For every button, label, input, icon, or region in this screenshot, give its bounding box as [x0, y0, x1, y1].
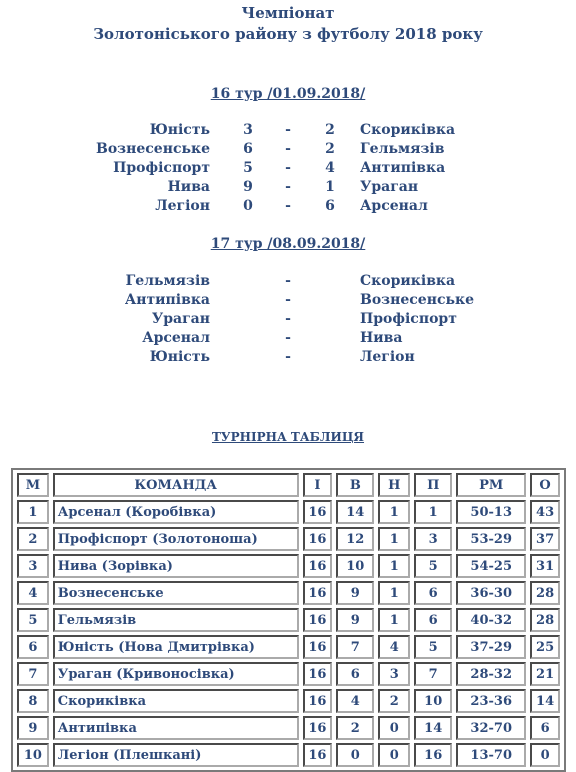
stat-cell: 16	[303, 554, 333, 578]
table-row	[17, 581, 560, 605]
stat-cell: 14	[336, 500, 374, 524]
score-separator: -	[285, 160, 291, 176]
match-row	[0, 198, 576, 217]
stat-cell: 25	[530, 635, 560, 659]
stat-cell: 28	[530, 581, 560, 605]
match-row	[0, 179, 576, 198]
score-separator: -	[285, 311, 291, 327]
score-separator: -	[285, 292, 291, 308]
round-17-heading: 17 тур /08.09.2018/	[210, 236, 366, 252]
stat-cell: 7	[17, 662, 49, 686]
away-team: Арсенал	[360, 198, 428, 214]
home-team: Нива	[167, 179, 210, 195]
match-row	[0, 292, 576, 311]
stat-cell: 7	[414, 662, 452, 686]
column-header: В	[336, 473, 374, 497]
stat-cell: 9	[336, 608, 374, 632]
stat-cell: 1	[414, 500, 452, 524]
match-row	[0, 141, 576, 160]
round-16-heading: 16 тур /01.09.2018/	[210, 86, 366, 102]
column-header: М	[17, 473, 49, 497]
stat-cell: 6	[530, 716, 560, 740]
stat-cell: 1	[378, 500, 410, 524]
match-row	[0, 311, 576, 330]
stat-cell: 53-29	[456, 527, 526, 551]
team-name-cell: Арсенал (Коробівка)	[53, 500, 299, 524]
away-team: Гельмязів	[360, 141, 445, 157]
home-score: 0	[243, 198, 253, 214]
stat-cell: 4	[336, 689, 374, 713]
table-row	[17, 662, 560, 686]
column-header: РМ	[456, 473, 526, 497]
away-team: Скориківка	[360, 122, 456, 138]
stat-cell: 21	[530, 662, 560, 686]
stat-cell: 16	[303, 689, 333, 713]
stat-cell: 43	[530, 500, 560, 524]
stat-cell: 16	[303, 743, 333, 767]
home-team: Вознесенське	[96, 141, 210, 157]
table-row	[17, 554, 560, 578]
table-row	[17, 743, 560, 767]
stat-cell: 2	[378, 689, 410, 713]
stat-cell: 14	[530, 689, 560, 713]
stat-cell: 37-29	[456, 635, 526, 659]
match-row	[0, 349, 576, 368]
home-team: Гельмязів	[125, 273, 210, 289]
stat-cell: 36-30	[456, 581, 526, 605]
match-row	[0, 122, 576, 141]
stat-cell: 40-32	[456, 608, 526, 632]
column-header: Н	[378, 473, 410, 497]
stat-cell: 3	[414, 527, 452, 551]
table-row	[17, 527, 560, 551]
score-separator: -	[285, 330, 291, 346]
stat-cell: 23-36	[456, 689, 526, 713]
stat-cell: 1	[378, 581, 410, 605]
stat-cell: 5	[414, 554, 452, 578]
stat-cell: 0	[378, 743, 410, 767]
stat-cell: 16	[303, 500, 333, 524]
stat-cell: 2	[336, 716, 374, 740]
stat-cell: 5	[17, 608, 49, 632]
home-team: Легіон	[155, 198, 210, 214]
home-score: 5	[243, 160, 253, 176]
away-team: Профіспорт	[360, 311, 457, 327]
stat-cell: 16	[303, 662, 333, 686]
stat-cell: 1	[378, 608, 410, 632]
stat-cell: 3	[378, 662, 410, 686]
stat-cell: 3	[17, 554, 49, 578]
table-row	[17, 635, 560, 659]
team-name-cell: Легіон (Плешкані)	[53, 743, 299, 767]
stat-cell: 8	[17, 689, 49, 713]
team-name-cell: Гельмязів	[53, 608, 299, 632]
table-row	[17, 689, 560, 713]
stat-cell: 9	[17, 716, 49, 740]
stat-cell: 31	[530, 554, 560, 578]
away-score: 6	[325, 198, 335, 214]
stat-cell: 14	[414, 716, 452, 740]
stat-cell: 4	[17, 581, 49, 605]
stat-cell: 7	[336, 635, 374, 659]
stat-cell: 50-13	[456, 500, 526, 524]
stat-cell: 32-70	[456, 716, 526, 740]
match-row	[0, 330, 576, 349]
team-name-cell: Вознесенське	[53, 581, 299, 605]
stat-cell: 0	[336, 743, 374, 767]
away-team: Вознесенське	[360, 292, 474, 308]
standings-body	[17, 500, 560, 767]
stat-cell: 16	[303, 716, 333, 740]
team-name-cell: Юність (Нова Дмитрівка)	[53, 635, 299, 659]
stat-cell: 16	[303, 608, 333, 632]
home-score: 6	[243, 141, 253, 157]
match-row	[0, 160, 576, 179]
away-team: Антипівка	[360, 160, 446, 176]
stat-cell: 9	[336, 581, 374, 605]
score-separator: -	[285, 141, 291, 157]
home-score: 3	[243, 122, 253, 138]
column-header: О	[530, 473, 560, 497]
score-separator: -	[285, 273, 291, 289]
stat-cell: 1	[378, 527, 410, 551]
stat-cell: 1	[17, 500, 49, 524]
column-header: П	[414, 473, 452, 497]
home-team: Ураган	[151, 311, 210, 327]
column-header: І	[303, 473, 333, 497]
score-separator: -	[285, 122, 291, 138]
stat-cell: 16	[303, 527, 333, 551]
table-row	[17, 716, 560, 740]
stat-cell: 37	[530, 527, 560, 551]
away-team: Ураган	[360, 179, 419, 195]
stat-cell: 28	[530, 608, 560, 632]
score-separator: -	[285, 179, 291, 195]
stat-cell: 0	[530, 743, 560, 767]
team-name-cell: Антипівка	[53, 716, 299, 740]
standings-title: ТУРНІРНА ТАБЛИЦЯ	[211, 430, 365, 444]
stat-cell: 10	[414, 689, 452, 713]
stat-cell: 2	[17, 527, 49, 551]
stat-cell: 6	[414, 581, 452, 605]
stat-cell: 0	[378, 716, 410, 740]
home-team: Арсенал	[142, 330, 210, 346]
team-name-cell: Профіспорт (Золотоноша)	[53, 527, 299, 551]
column-header: КОМАНДА	[53, 473, 299, 497]
team-name-cell: Нива (Зорівка)	[53, 554, 299, 578]
standings-header-row	[17, 473, 560, 497]
stat-cell: 12	[336, 527, 374, 551]
stat-cell: 13-70	[456, 743, 526, 767]
away-score: 1	[325, 179, 335, 195]
stat-cell: 5	[414, 635, 452, 659]
away-team: Нива	[360, 330, 403, 346]
away-score: 2	[325, 122, 335, 138]
standings-table	[11, 468, 566, 772]
score-separator: -	[285, 349, 291, 365]
stat-cell: 6	[336, 662, 374, 686]
home-score: 9	[243, 179, 253, 195]
table-row	[17, 500, 560, 524]
away-score: 2	[325, 141, 335, 157]
away-team: Легіон	[360, 349, 415, 365]
team-name-cell: Скориківка	[53, 689, 299, 713]
stat-cell: 16	[303, 581, 333, 605]
stat-cell: 10	[336, 554, 374, 578]
home-team: Профіспорт	[113, 160, 210, 176]
stat-cell: 54-25	[456, 554, 526, 578]
stat-cell: 4	[378, 635, 410, 659]
stat-cell: 16	[303, 635, 333, 659]
team-name-cell: Ураган (Кривоносівка)	[53, 662, 299, 686]
match-row	[0, 273, 576, 292]
header-line-2: Золотоніського району з футболу 2018 року	[93, 25, 483, 43]
header-line-1: Чемпіонат	[241, 4, 335, 22]
stat-cell: 6	[17, 635, 49, 659]
table-row	[17, 608, 560, 632]
stat-cell: 6	[414, 608, 452, 632]
away-team: Скориківка	[360, 273, 456, 289]
home-team: Антипівка	[124, 292, 210, 308]
stat-cell: 16	[414, 743, 452, 767]
home-team: Юність	[149, 349, 210, 365]
score-separator: -	[285, 198, 291, 214]
stat-cell: 1	[378, 554, 410, 578]
away-score: 4	[325, 160, 335, 176]
home-team: Юність	[149, 122, 210, 138]
stat-cell: 28-32	[456, 662, 526, 686]
stat-cell: 10	[17, 743, 49, 767]
